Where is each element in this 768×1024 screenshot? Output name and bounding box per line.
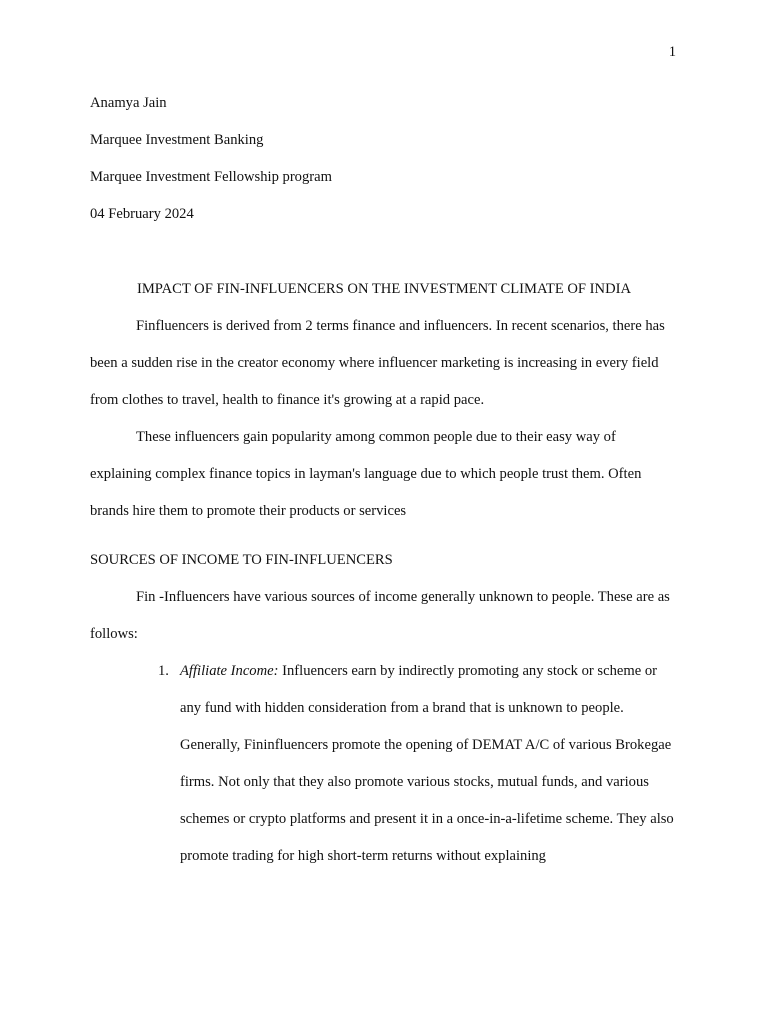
- document-date: 04 February 2024: [90, 206, 194, 222]
- list-item-text: Influencers earn by indirectly promoting any stock or scheme or any fund with hidden consideration from a brand that is unknown to people. Generally, Fininfluencers promote the opening of DEMAT A/C of various Brokegae firms. Not only that they also promote various stocks, mutual funds, and various schemes or crypto platforms and present it in a once-in-a-lifetime scheme. They also promote trading for high short-term returns without explaining: [180, 663, 674, 864]
- author-name: Anamya Jain: [90, 95, 167, 111]
- paragraph-popularity: These influencers gain popularity among common people due to their easy way of explaining complex finance topics in layman's language due to which people trust them. Often brands hire them to promote their products or services: [90, 429, 642, 519]
- section-intro-paragraph: Fin -Influencers have various sources of income generally unknown to people. These are as follows:: [90, 589, 670, 642]
- section-heading: SOURCES OF INCOME TO FIN-INFLUENCERS: [90, 552, 393, 568]
- organization-name: Marquee Investment Banking: [90, 132, 264, 148]
- list-item-number: 1.: [158, 663, 169, 679]
- program-name: Marquee Investment Fellowship program: [90, 169, 332, 185]
- intro-section: [90, 308, 680, 530]
- list-item: [158, 653, 680, 875]
- list-item-term: Affiliate Income:: [180, 663, 279, 679]
- section-intro-block: [90, 579, 680, 653]
- document-header: [90, 94, 690, 242]
- income-sources-list: [158, 653, 680, 875]
- document-title: IMPACT OF FIN-INFLUENCERS ON THE INVESTMENT CLIMATE OF INDIA: [136, 281, 632, 297]
- page-number: 1: [668, 44, 676, 60]
- paragraph-definition: Finfluencers is derived from 2 terms finance and influencers. In recent scenarios, there has been a sudden rise in the creator economy where influencer marketing is increasing in every field from clothes to travel, health to finance it's growing at a rapid pace.: [90, 318, 665, 408]
